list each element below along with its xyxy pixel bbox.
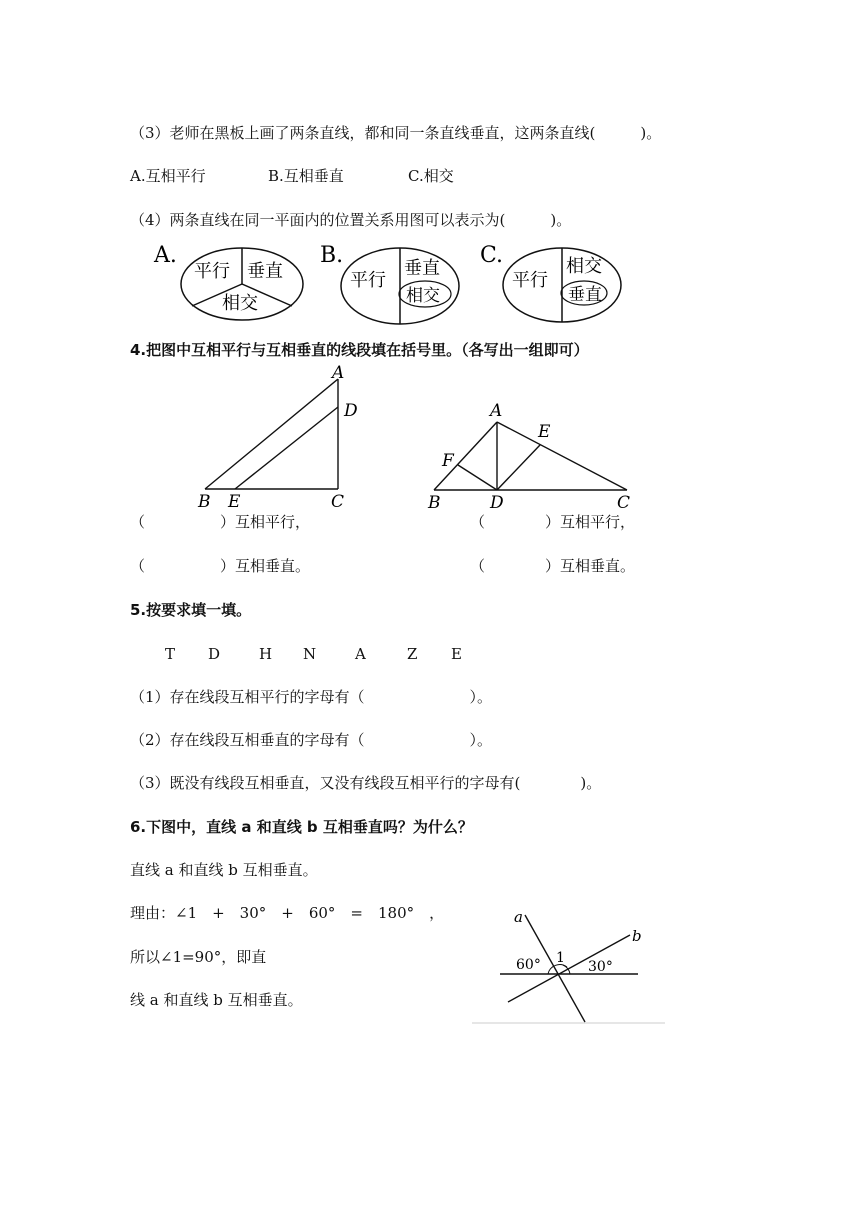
q5-title: 5.按要求填一填。: [130, 601, 252, 619]
q6-label-a: a: [514, 908, 523, 926]
q5-letter-a: A: [355, 645, 366, 663]
fig2-label-b: B: [428, 493, 441, 513]
fig1-label-c: C: [331, 492, 345, 512]
q6-reason: 理由：∠1 + 30° + 60° = 180° ，: [130, 904, 445, 922]
q3-4-text: （4）两条直线在同一平面内的位置关系用图可以表示为( )。: [130, 211, 572, 229]
fig2-label-d: D: [490, 493, 504, 513]
q4-blank-perpendicular-right: （ ）互相垂直。: [470, 557, 636, 575]
q6-title: 6.下图中，直线 a 和直线 b 互相垂直吗？为什么？: [130, 818, 473, 836]
q4-blank-perpendicular-left: （ ）互相垂直。: [130, 557, 311, 575]
diagram-b-right-inner: 相交: [406, 286, 440, 306]
q5-letter-d: D: [208, 645, 221, 663]
q6-figure: [470, 905, 670, 1030]
diagram-b-letter: B.: [320, 243, 344, 268]
q6-answer: 直线 a 和直线 b 互相垂直。: [130, 861, 318, 879]
q5-letter-z: Z: [407, 645, 418, 663]
q5-letter-t: T: [165, 645, 176, 663]
q3-3-option-b: B.互相垂直: [268, 167, 344, 185]
q6-label-60: 60°: [516, 957, 541, 973]
diagram-c-right-top: 相交: [566, 256, 602, 277]
fig1-label-a: A: [332, 363, 345, 383]
q5-sub1: （1）存在线段互相平行的字母有（ ）。: [130, 688, 493, 706]
diagram-a-right: 垂直: [247, 261, 283, 282]
fig2-label-a: A: [490, 401, 503, 421]
q6-label-30: 30°: [588, 959, 613, 975]
q3-3-text: （3）老师在黑板上画了两条直线，都和同一条直线垂直，这两条直线( )。: [130, 124, 662, 142]
venn-diagram-b: [318, 238, 488, 328]
q6-label-angle-1: 1: [556, 950, 565, 966]
q4-blank-parallel-left: （ ）互相平行，: [130, 513, 311, 531]
fig2-label-c: C: [617, 493, 631, 513]
q6-label-b: b: [632, 927, 642, 945]
diagram-b-left: 平行: [350, 270, 386, 291]
q3-3-option-a: A.互相平行: [130, 167, 206, 185]
fig1-label-d: D: [344, 401, 358, 421]
q4-title: 4.把图中互相平行与互相垂直的线段填在括号里。（各写出一组即可）: [130, 341, 589, 359]
q5-letter-h: H: [259, 645, 273, 663]
q6-reason-3: 线 a 和直线 b 互相垂直。: [130, 991, 303, 1009]
fig1-label-e: E: [228, 492, 241, 512]
q4-figure-2: [420, 395, 650, 515]
diagram-c-right-inner: 垂直: [568, 285, 602, 305]
diagram-a-bottom: 相交: [222, 293, 258, 314]
q3-3-option-c: C.相交: [408, 167, 454, 185]
q5-letter-n: N: [303, 645, 317, 663]
q6-reason-2: 所以∠1=90°，即直: [130, 948, 267, 966]
diagram-c-letter: C.: [480, 243, 504, 268]
fig2-label-f: F: [442, 451, 454, 471]
q5-letter-e: E: [451, 645, 462, 663]
q5-sub2: （2）存在线段互相垂直的字母有（ ）。: [130, 731, 493, 749]
diagram-c-left: 平行: [512, 270, 548, 291]
venn-diagram-c: [478, 238, 648, 328]
diagram-b-right-top: 垂直: [404, 258, 440, 279]
fig2-label-e: E: [538, 422, 551, 442]
venn-diagram-a: [150, 238, 320, 322]
diagram-a-letter: A.: [154, 243, 177, 268]
fig1-label-b: B: [198, 492, 211, 512]
q4-blank-parallel-right: （ ）互相平行，: [470, 513, 636, 531]
q5-sub3: （3）既没有线段互相垂直，又没有线段互相平行的字母有( )。: [130, 774, 602, 792]
diagram-a-left: 平行: [194, 261, 230, 282]
q4-figure-1: [190, 360, 370, 510]
